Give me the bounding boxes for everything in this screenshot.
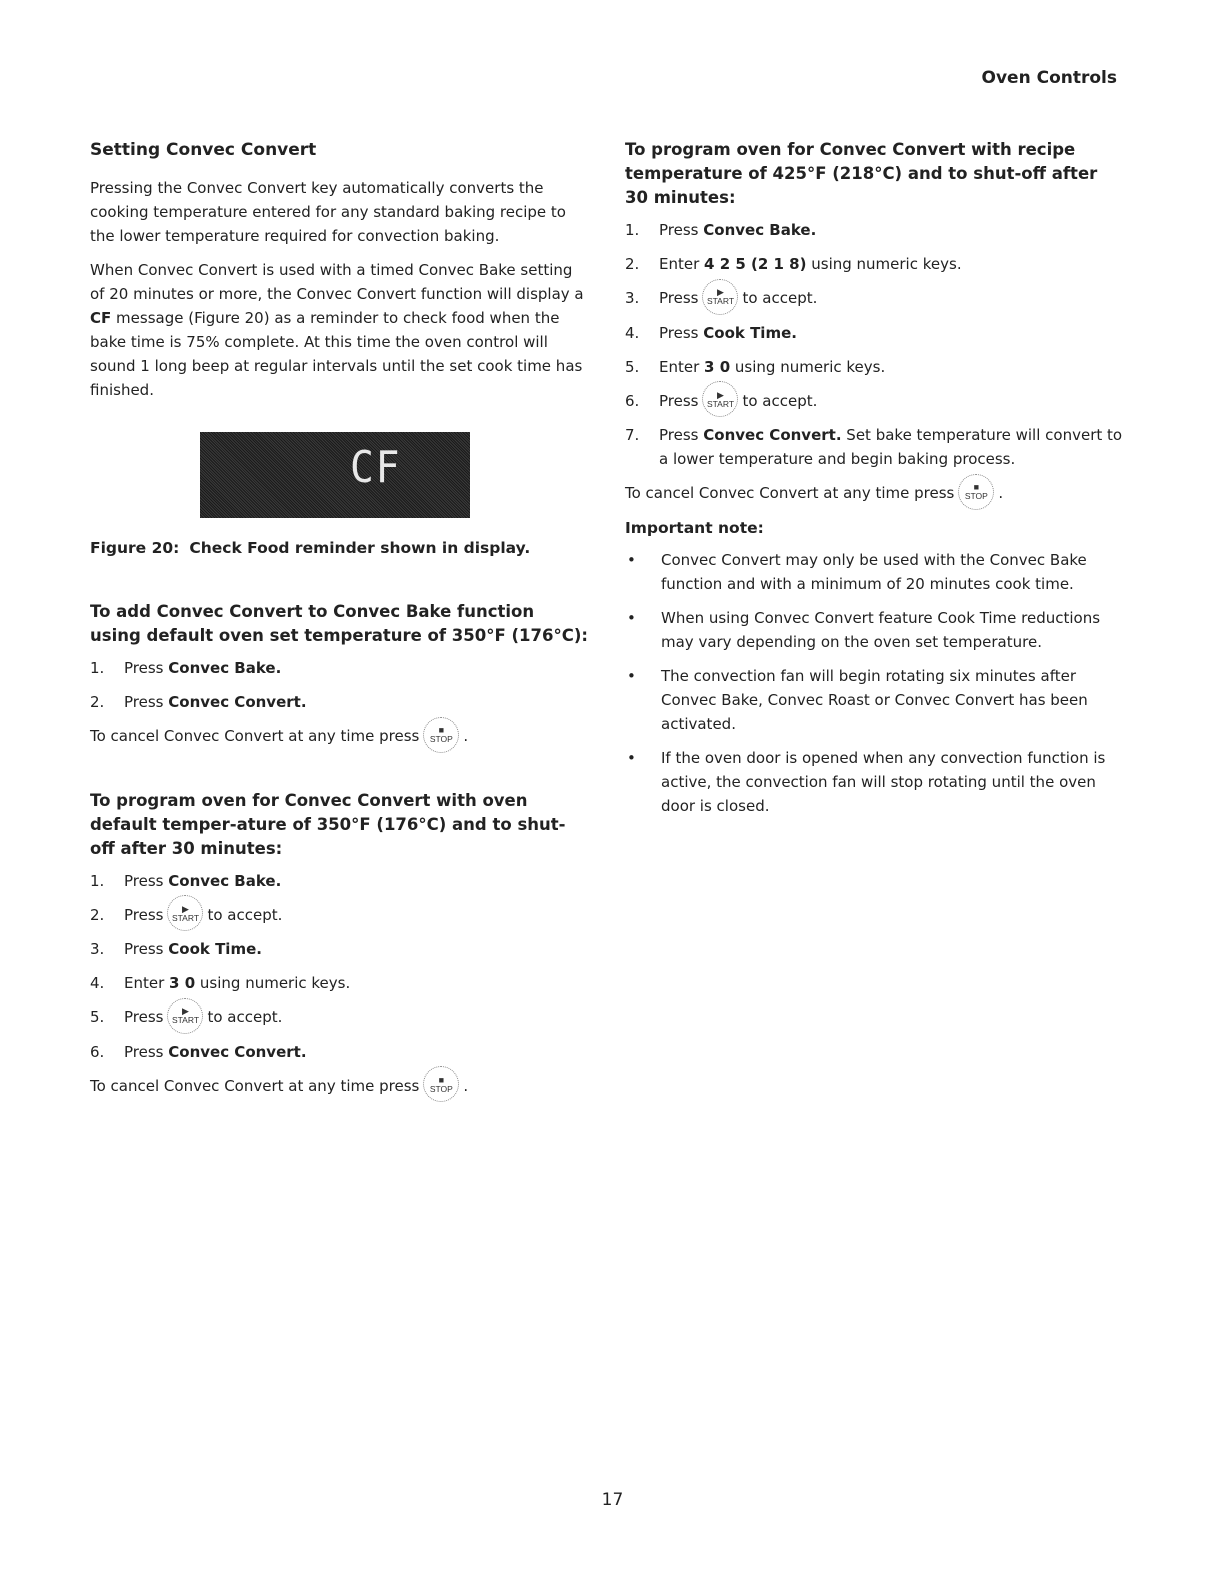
step-number: 3. <box>90 940 105 958</box>
step-pre: Press <box>124 1008 164 1026</box>
step-text <box>659 286 817 311</box>
step-item <box>90 903 590 928</box>
step-number: 7. <box>625 426 640 444</box>
step-number: 2. <box>90 905 105 924</box>
cancel-text: To cancel Convec Convert at any time press <box>625 484 955 502</box>
step-text <box>124 1005 282 1030</box>
step-number: 1. <box>90 871 105 890</box>
block2-heading: To program oven for Convec Convert with oven default temper-ature of 350°F (176°C) and to shut-off after 30 minutes: <box>90 790 566 858</box>
bullet-icon: • <box>627 608 636 627</box>
step-pre: Enter <box>659 255 705 273</box>
step-item <box>90 937 590 961</box>
cancel-end: . <box>463 1076 469 1095</box>
start-key-icon <box>702 279 738 315</box>
step-number: 6. <box>625 391 640 410</box>
step-pre: Press <box>659 426 704 444</box>
stop-label: STOP <box>964 491 988 501</box>
display-readout: CF <box>350 442 402 493</box>
cf-paragraph-c: message (Figure 20) as a reminder to check food when the bake time is 75% complete. At this time the oven control will sound 1 long beep at regular intervals until the set cook time has finished. <box>90 309 583 399</box>
block2-steps <box>90 869 590 1064</box>
step-item <box>625 389 1125 414</box>
section-title: Setting Convec Convert <box>90 140 317 160</box>
step-text <box>659 252 962 276</box>
step-bold: Convec Convert. <box>703 426 842 444</box>
step-text <box>659 355 885 379</box>
figure-20-display <box>200 432 470 518</box>
step-item <box>90 1040 590 1064</box>
block1-cancel <box>90 724 590 749</box>
recipe-cancel <box>625 481 1125 506</box>
step-post: to accept. <box>207 1008 283 1026</box>
start-glyph: ▶ <box>717 287 724 297</box>
step-bold: Convec Bake. <box>168 871 282 890</box>
cancel-end: . <box>463 727 469 745</box>
step-number: 5. <box>625 357 640 376</box>
note-text: If the oven door is opened when any convection function is active, the convection fan will stop rotating until the oven door is closed. <box>661 748 1106 815</box>
step-number: 2. <box>625 255 640 273</box>
step-item <box>90 869 590 893</box>
step-text <box>124 903 282 928</box>
step-bold: 3 0 <box>704 357 731 376</box>
step-pre: Press <box>124 1042 169 1061</box>
start-key-icon <box>167 895 203 931</box>
step-pre: Press <box>124 871 169 890</box>
cf-paragraph-bold: CF <box>90 309 112 327</box>
step-pre: Enter <box>659 357 705 376</box>
block-default-temp <box>90 789 590 1099</box>
step-number: 5. <box>90 1008 105 1026</box>
step-post: to accept. <box>742 391 818 410</box>
step-text <box>659 423 1125 471</box>
step-number: 3. <box>625 289 640 307</box>
note-item <box>625 548 1125 596</box>
step-text <box>124 937 262 961</box>
stop-key-icon <box>423 717 459 753</box>
note-item <box>625 606 1125 654</box>
left-column <box>90 138 590 1098</box>
step-bold: Cook Time. <box>703 323 797 342</box>
step-post: using numeric keys. <box>730 357 886 376</box>
oven-display-panel <box>200 432 470 518</box>
step-bold: Convec Bake. <box>168 659 282 677</box>
important-notes-list <box>625 548 1125 818</box>
page-header-title: Oven Controls <box>981 68 1117 88</box>
start-key-icon <box>167 998 203 1034</box>
note-text: The convection fan will begin rotating six minutes after Convec Bake, Convec Roast or Convec Convert has been activated. <box>661 666 1088 733</box>
step-item <box>625 423 1125 471</box>
step-text <box>659 321 797 345</box>
start-label: START <box>706 398 735 409</box>
figure-caption <box>90 536 590 560</box>
intro-paragraph: Pressing the Convec Convert key automatically converts the cooking temperature entered for any standard baking recipe to the lower temperature required for convection baking. <box>90 179 566 245</box>
step-number: 1. <box>90 659 105 677</box>
step-number: 2. <box>90 693 105 711</box>
stop-label: STOP <box>429 734 453 744</box>
step-post: Set bake temperature will convert to a lower temperature and begin baking process. <box>659 426 1123 468</box>
step-bold: Cook Time. <box>168 940 262 958</box>
step-text <box>124 869 281 893</box>
step-item <box>625 355 1125 379</box>
right-column <box>625 138 1125 828</box>
bullet-icon: • <box>627 666 636 685</box>
step-item <box>625 252 1125 276</box>
step-text <box>659 218 816 242</box>
stop-label: STOP <box>429 1083 453 1094</box>
step-pre: Enter <box>124 974 170 992</box>
start-glyph: ▶ <box>717 389 724 400</box>
step-item <box>625 218 1125 242</box>
page-number: 17 <box>601 1490 624 1510</box>
step-pre: Press <box>659 221 704 239</box>
step-pre: Press <box>659 391 699 410</box>
step-text <box>124 1040 307 1064</box>
block1-steps <box>90 656 590 714</box>
step-pre: Press <box>659 323 704 342</box>
caption-text: Check Food reminder shown in display. <box>189 539 531 557</box>
step-item <box>90 1005 590 1030</box>
step-pre: Press <box>124 905 164 924</box>
note-text: Convec Convert may only be used with the Convec Bake function and with a minimum of 20 minutes cook time. <box>661 550 1087 593</box>
bullet-icon: • <box>627 550 636 569</box>
block1-heading: To add Convec Convert to Convec Bake function using default oven set temperature of 350°F (176°C): <box>90 602 588 645</box>
recipe-block-heading: To program oven for Convec Convert with recipe temperature of 425°F (218°C) and to shut-off after 30 minutes: <box>625 140 1098 207</box>
step-item <box>90 971 590 995</box>
step-pre: Press <box>124 693 169 711</box>
bullet-icon: • <box>627 748 636 767</box>
block-add-convert <box>90 600 590 749</box>
start-key-icon <box>702 381 738 417</box>
step-post: using numeric keys. <box>806 255 962 273</box>
step-number: 4. <box>625 323 640 342</box>
cancel-end: . <box>998 484 1004 502</box>
step-number: 1. <box>625 221 640 239</box>
stop-glyph: ■ <box>973 482 980 492</box>
note-item <box>625 746 1125 818</box>
step-text <box>124 656 281 680</box>
step-pre: Press <box>659 289 699 307</box>
step-number: 6. <box>90 1042 105 1061</box>
stop-key-icon <box>423 1066 459 1102</box>
step-text <box>124 971 350 995</box>
stop-key-icon <box>958 474 994 510</box>
start-label: START <box>706 296 735 306</box>
block2-cancel <box>90 1074 590 1099</box>
cf-paragraph <box>90 258 590 402</box>
caption-label: Figure 20: <box>90 539 180 557</box>
cancel-text: To cancel Convec Convert at any time press <box>90 727 420 745</box>
start-glyph: ▶ <box>182 1006 189 1016</box>
step-bold: 3 0 <box>169 974 196 992</box>
stop-glyph: ■ <box>438 725 445 735</box>
step-pre: Press <box>124 659 169 677</box>
start-glyph: ▶ <box>182 903 189 914</box>
step-item <box>90 690 590 714</box>
step-bold: Convec Convert. <box>168 1042 307 1061</box>
step-post: using numeric keys. <box>195 974 351 992</box>
stop-glyph: ■ <box>438 1074 445 1085</box>
step-number: 4. <box>90 974 105 992</box>
step-pre: Press <box>124 940 169 958</box>
step-bold: Convec Bake. <box>703 221 817 239</box>
step-text <box>659 389 817 414</box>
step-bold: Convec Convert. <box>168 693 307 711</box>
cf-paragraph-a: When Convec Convert is used with a timed Convec Bake setting of 20 minutes or more, the Convec Convert function will display a <box>90 261 584 303</box>
step-post: to accept. <box>742 289 818 307</box>
start-label: START <box>171 912 200 923</box>
step-item <box>625 286 1125 311</box>
note-item <box>625 664 1125 736</box>
step-bold: 4 2 5 (2 1 8) <box>704 255 807 273</box>
recipe-steps <box>625 218 1125 471</box>
step-item <box>625 321 1125 345</box>
step-item <box>90 656 590 680</box>
cancel-text: To cancel Convec Convert at any time press <box>90 1076 420 1095</box>
note-text: When using Convec Convert feature Cook Time reductions may vary depending on the oven set temperature. <box>661 608 1101 651</box>
step-text <box>124 690 307 714</box>
step-post: to accept. <box>207 905 283 924</box>
important-note-heading: Important note: <box>625 518 764 537</box>
start-label: START <box>171 1015 200 1025</box>
